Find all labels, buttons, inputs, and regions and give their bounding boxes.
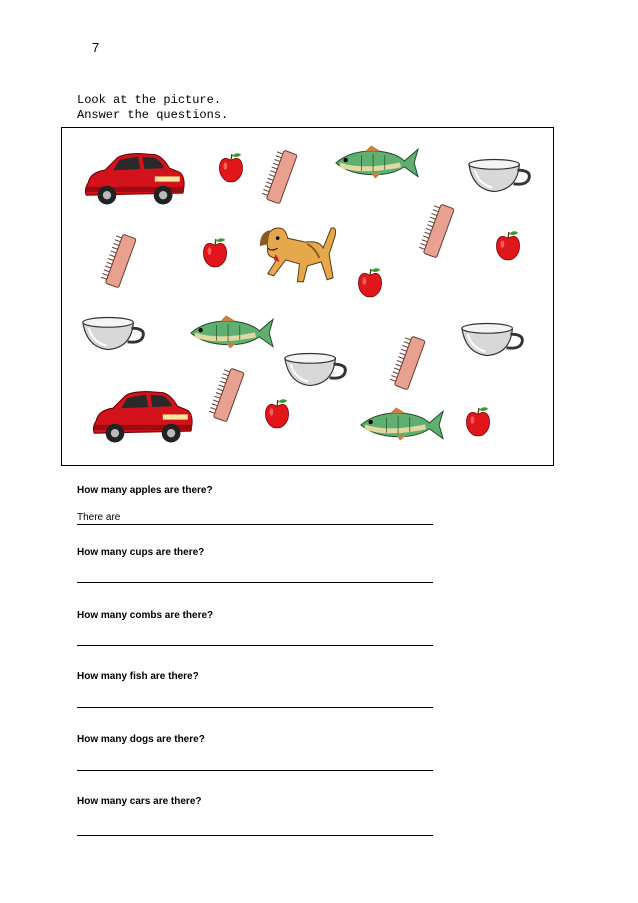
fish-icon [187, 314, 275, 350]
answer-field-cups[interactable] [77, 568, 433, 583]
page-number: 7 [92, 40, 100, 55]
question-dogs: How many dogs are there? [77, 734, 205, 745]
apple-icon [494, 228, 522, 262]
answer-field-combs[interactable] [77, 631, 433, 646]
apple-icon [263, 396, 291, 430]
question-cups: How many cups are there? [77, 547, 205, 558]
answer-field-apples[interactable] [77, 510, 433, 525]
question-combs: How many combs are there? [77, 610, 214, 621]
apple-icon [356, 265, 384, 299]
fish-icon [332, 144, 420, 180]
question-apples: How many apples are there? [77, 485, 213, 496]
apple-icon [201, 235, 229, 269]
dog-icon [246, 218, 340, 288]
cup-icon [465, 156, 533, 196]
comb-icon [386, 332, 428, 393]
instruction-line-1: Look at the picture. [77, 93, 222, 107]
car-icon [90, 386, 194, 446]
cup-icon [458, 320, 526, 360]
question-cars: How many cars are there? [77, 796, 202, 807]
car-icon [82, 148, 186, 208]
question-fish: How many fish are there? [77, 671, 199, 682]
instructions [77, 93, 228, 123]
fish-icon [357, 406, 445, 442]
answer-field-cars[interactable] [77, 821, 433, 836]
counting-picture [61, 127, 554, 466]
answer-field-fish[interactable] [77, 693, 433, 708]
apple-icon [464, 404, 492, 438]
comb-icon [205, 364, 247, 425]
comb-icon [415, 200, 457, 261]
instruction-line-2: Answer the questions. [77, 108, 229, 122]
cup-icon [79, 314, 147, 354]
cup-icon [281, 350, 349, 390]
comb-icon [97, 230, 139, 291]
answer-field-dogs[interactable] [77, 756, 433, 771]
apple-icon [217, 150, 245, 184]
answer-prefix: There are [77, 512, 121, 523]
comb-icon [258, 146, 300, 207]
